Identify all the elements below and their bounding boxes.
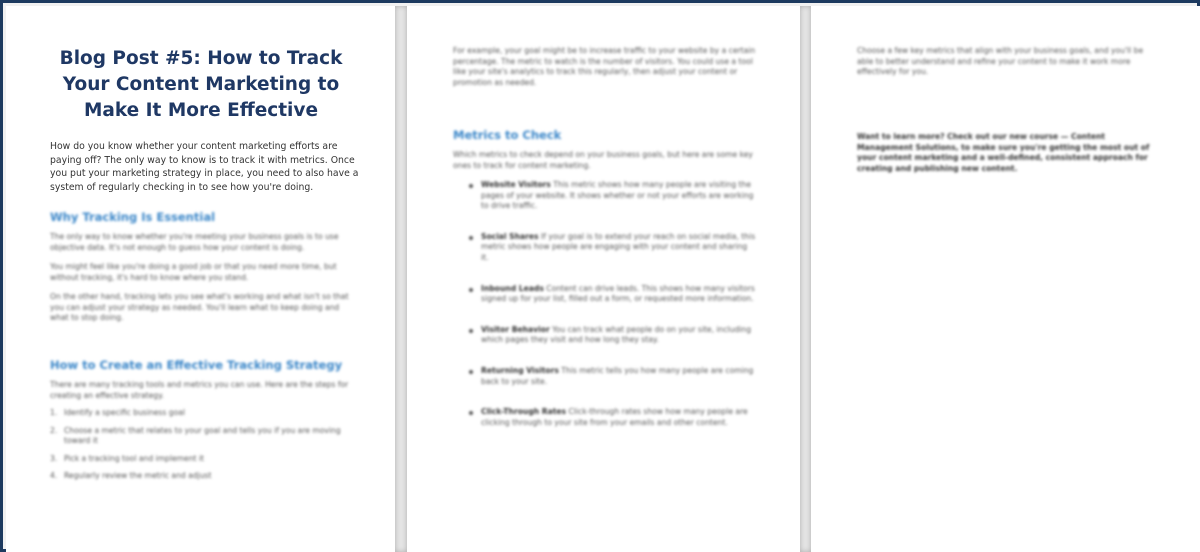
paragraph-1: The only way to know whether you're meeting your business goals is to use objective data. It's not enough to guess how your content is doing. [50, 232, 339, 252]
list-item: Social Shares If your goal is to extend your reach on social media, this metric shows how people are engaging with your content and sharing it. [467, 232, 757, 264]
list-item: Returning Visitors This metric tells you how many people are coming back to your site. [467, 366, 757, 387]
list-item: 4. Regularly review the metric and adjust [50, 471, 212, 481]
page-separator [395, 6, 407, 552]
section-heading-why-tracking: Why Tracking Is Essential [50, 210, 216, 224]
section-heading-tracking-strategy: How to Create an Effective Tracking Strategy [50, 358, 343, 372]
paragraph-3: On the other hand, tracking lets you see what's working and what isn't so that you can adjust your strategy as needed. You'll learn what to keep doing and what to stop doing. [50, 292, 349, 323]
list-item: 3. Pick a tracking tool and implement it [50, 453, 205, 463]
document-page-2 [407, 6, 800, 552]
metrics-list [467, 180, 757, 428]
section-heading-metrics: Metrics to Check [453, 128, 562, 142]
steps-list [50, 408, 356, 482]
list-item: Click-Through Rates Click-through rates show how many people are clicking through to your site from your emails and other content. [467, 407, 757, 428]
intro-paragraph: How do you know whether your content marketing efforts are paying off? The only way to know is to track it with metrics. Once you put your marketing strategy in place, you need to also have a system of regularly checking in to see how you're doing. [50, 141, 359, 193]
list-item: 1. Identify a specific business goal [50, 408, 185, 417]
list-item: Inbound Leads Content can drive leads. This shows how many visitors signed up for your list, filled out a form, or requested more information. [467, 284, 757, 305]
paragraph-1: Choose a few key metrics that align with your business goals, and you'll be able to better understand and refine your content to make it work more effectively for you. [857, 46, 1144, 77]
paragraph-4: There are many tracking tools and metrics you can use. Here are the steps for creating an effective strategy. [50, 380, 349, 400]
paragraph-2: Which metrics to check depend on your business goals, but here are some key ones to track for content marketing. [453, 150, 753, 170]
list-item: 2. Choose a metric that relates to your goal and tells you if you are moving toward it [50, 425, 341, 446]
document-page-3 [811, 6, 1200, 552]
call-to-action-paragraph: Want to learn more? Check out our new course — Content Management Solutions, to make sure you're getting the most out of your content marketing and a well-defined, consistent approach for creating and publishing new content. [857, 132, 1150, 173]
list-item: Website Visitors This metric shows how many people are visiting the pages of your website. It shows whether or not your efforts are working to drive traffic. [467, 180, 757, 212]
page-title: Blog Post #5: How to Track Your Content Marketing to Make It More Effective [59, 48, 343, 121]
page-separator [800, 6, 811, 552]
paragraph-1: For example, your goal might be to increase traffic to your website by a certain percentage. The metric to watch is the number of visitors. You could use a tool like your site's analytics to track this regularly, then adjust your content or promotion as needed. [453, 46, 756, 87]
list-item: Visitor Behavior You can track what people do on your site, including which pages they visit and how long they stay. [467, 325, 757, 346]
paragraph-2: You might feel like you're doing a good job or that you need more time, but without tracking, it's hard to know where you stand. [50, 262, 337, 282]
document-page-1 [6, 6, 395, 552]
